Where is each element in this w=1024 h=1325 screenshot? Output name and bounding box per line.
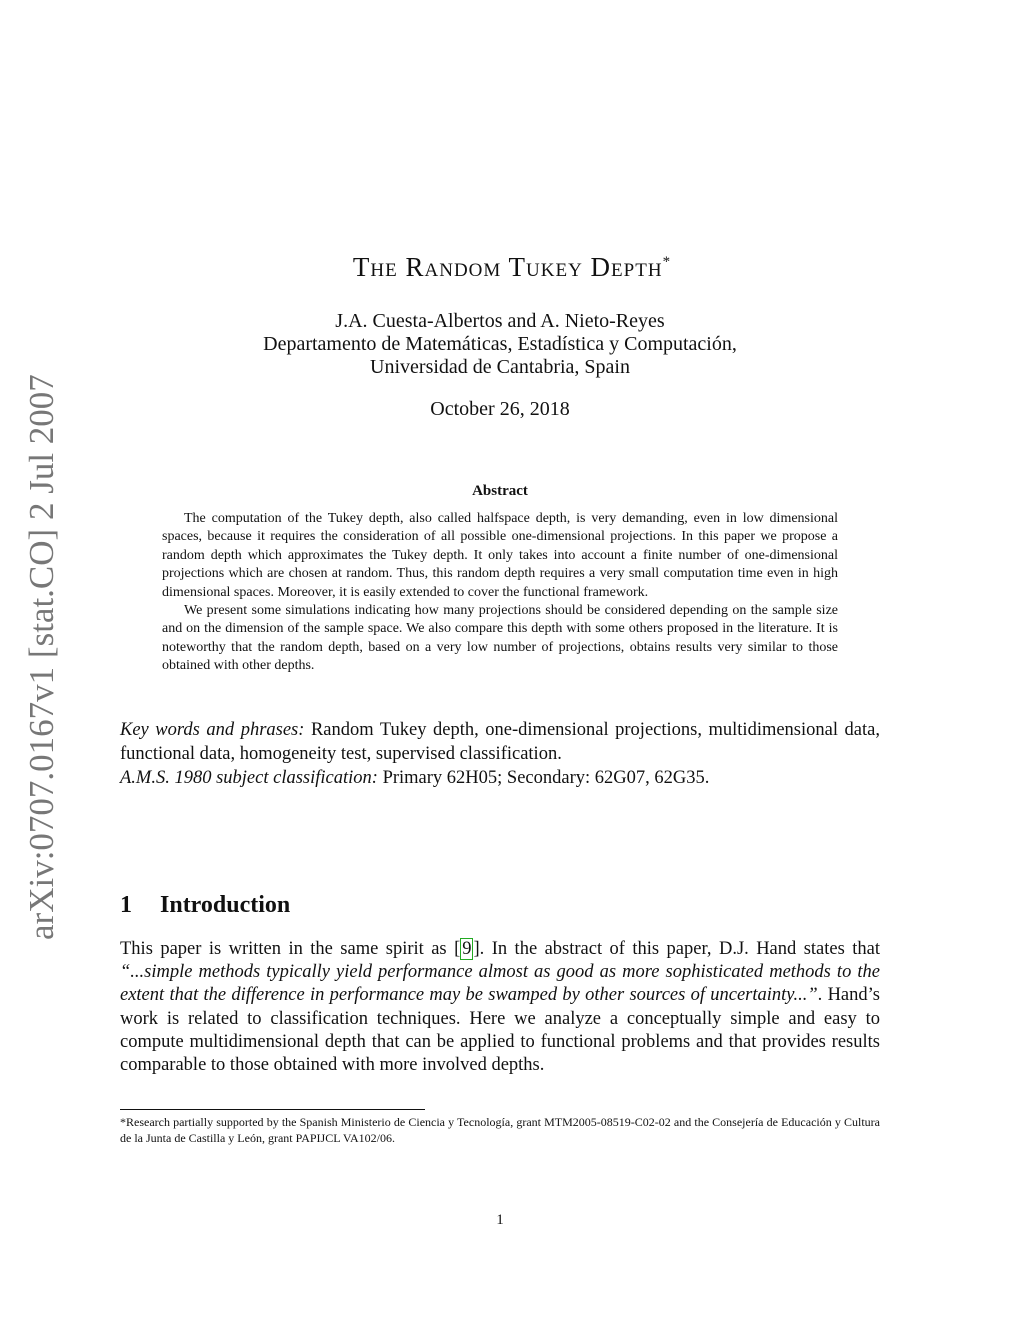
keywords-text: Random Tukey depth, one-dimensional projections, multidimensional data, functional data, homogeneity test, supervised classification. <box>120 720 880 764</box>
page-number: 1 <box>496 1212 504 1228</box>
keywords-block <box>120 718 880 790</box>
title-footnote-mark: * <box>662 254 672 270</box>
keywords-label: Key words and phrases: <box>120 720 305 740</box>
university: Universidad de Cantabria, Spain <box>370 356 630 378</box>
affiliation: Departamento de Matemáticas, Estadística y Computación, <box>263 333 737 355</box>
abstract-paragraph-1: The computation of the Tukey depth, also called halfspace depth, is very demanding, even in low dimensional spaces, because it requires the consideration of all possible one-dimensional projections. In this paper we propose a random depth which approximates the Tukey depth. It only takes into account a finite number of one-dimensional projections which are chosen at random. Thus, this random depth requires a very small computation time even in high dimensional spaces. Moreover, it is easily extended to cover the functional framework. <box>162 511 838 600</box>
footnote-rule <box>120 1109 425 1110</box>
footnote <box>120 1114 880 1146</box>
paper-title-text: The Random Tukey Depth <box>352 252 663 282</box>
footnote-text: *Research partially supported by the Spanish Ministerio de Ciencia y Tecnología, grant MTM2005-08519-C02-02 and the Consejería de Educación y Cultura de la Junta de Castilla y León, grant PAPIJCL VA102/06. <box>120 1115 880 1145</box>
section-heading <box>120 892 290 919</box>
arxiv-side-stamp: arXiv:0707.0167v1 [stat.CO] 2 Jul 2007 <box>22 374 61 940</box>
section-number: 1 <box>120 892 132 918</box>
introduction-paragraph <box>120 938 880 1077</box>
abstract-paragraph-2: We present some simulations indicating how many projections should be considered depending on the sample size and on the dimension of the sample space. We also compare this depth with some others proposed in the literature. It is noteworthy that the random depth, based on a very low number of projections, obtains results very similar to those obtained with other depths. <box>162 603 838 674</box>
abstract-heading: Abstract <box>472 483 528 499</box>
intro-quote: “...simple methods typically yield performance almost as good as more sophisticated methods to the extent that the difference in performance may be swamped by other sources of uncertainty...” <box>120 962 880 1006</box>
keywords-line <box>120 718 880 766</box>
ams-line <box>120 766 880 790</box>
intro-part-1: This paper is written in the same spirit as <box>120 939 455 959</box>
authors: J.A. Cuesta-Albertos and A. Nieto-Reyes <box>335 310 665 332</box>
section-title: Introduction <box>160 892 291 918</box>
ams-text: Primary 62H05; Secondary: 62G07, 62G35. <box>377 768 710 788</box>
paper-title <box>0 252 1024 283</box>
intro-text: This paper is written in the same spirit as [ 9 ]. In the abstract of this paper, D.J. Hand states that “...simple methods typically yield performance almost as good as more sophisticated methods to the extent that the difference in performance may be swamped by other sources of uncertainty...”. Hand’s work is related to classification techniques. Here we analyze a conceptually simple and easy to compute multidimensional depth that can be applied to functional problems and that provides results comparable to those obtained with more involved depths. <box>120 939 880 1076</box>
paper-date: October 26, 2018 <box>430 398 570 420</box>
abstract <box>162 510 838 676</box>
intro-part-3: . Hand’s work is related to classification techniques. Here we analyze a conceptually simple and easy to compute multidimensional depth that can be applied to functional problems and that provides results comparable to those obtained with more involved depths. <box>120 985 880 1076</box>
citation-link[interactable]: 9 <box>462 939 472 959</box>
ams-label: A.M.S. 1980 subject classification: <box>120 768 378 788</box>
intro-part-2: . In the abstract of this paper, D.J. Hand states that <box>479 939 880 959</box>
